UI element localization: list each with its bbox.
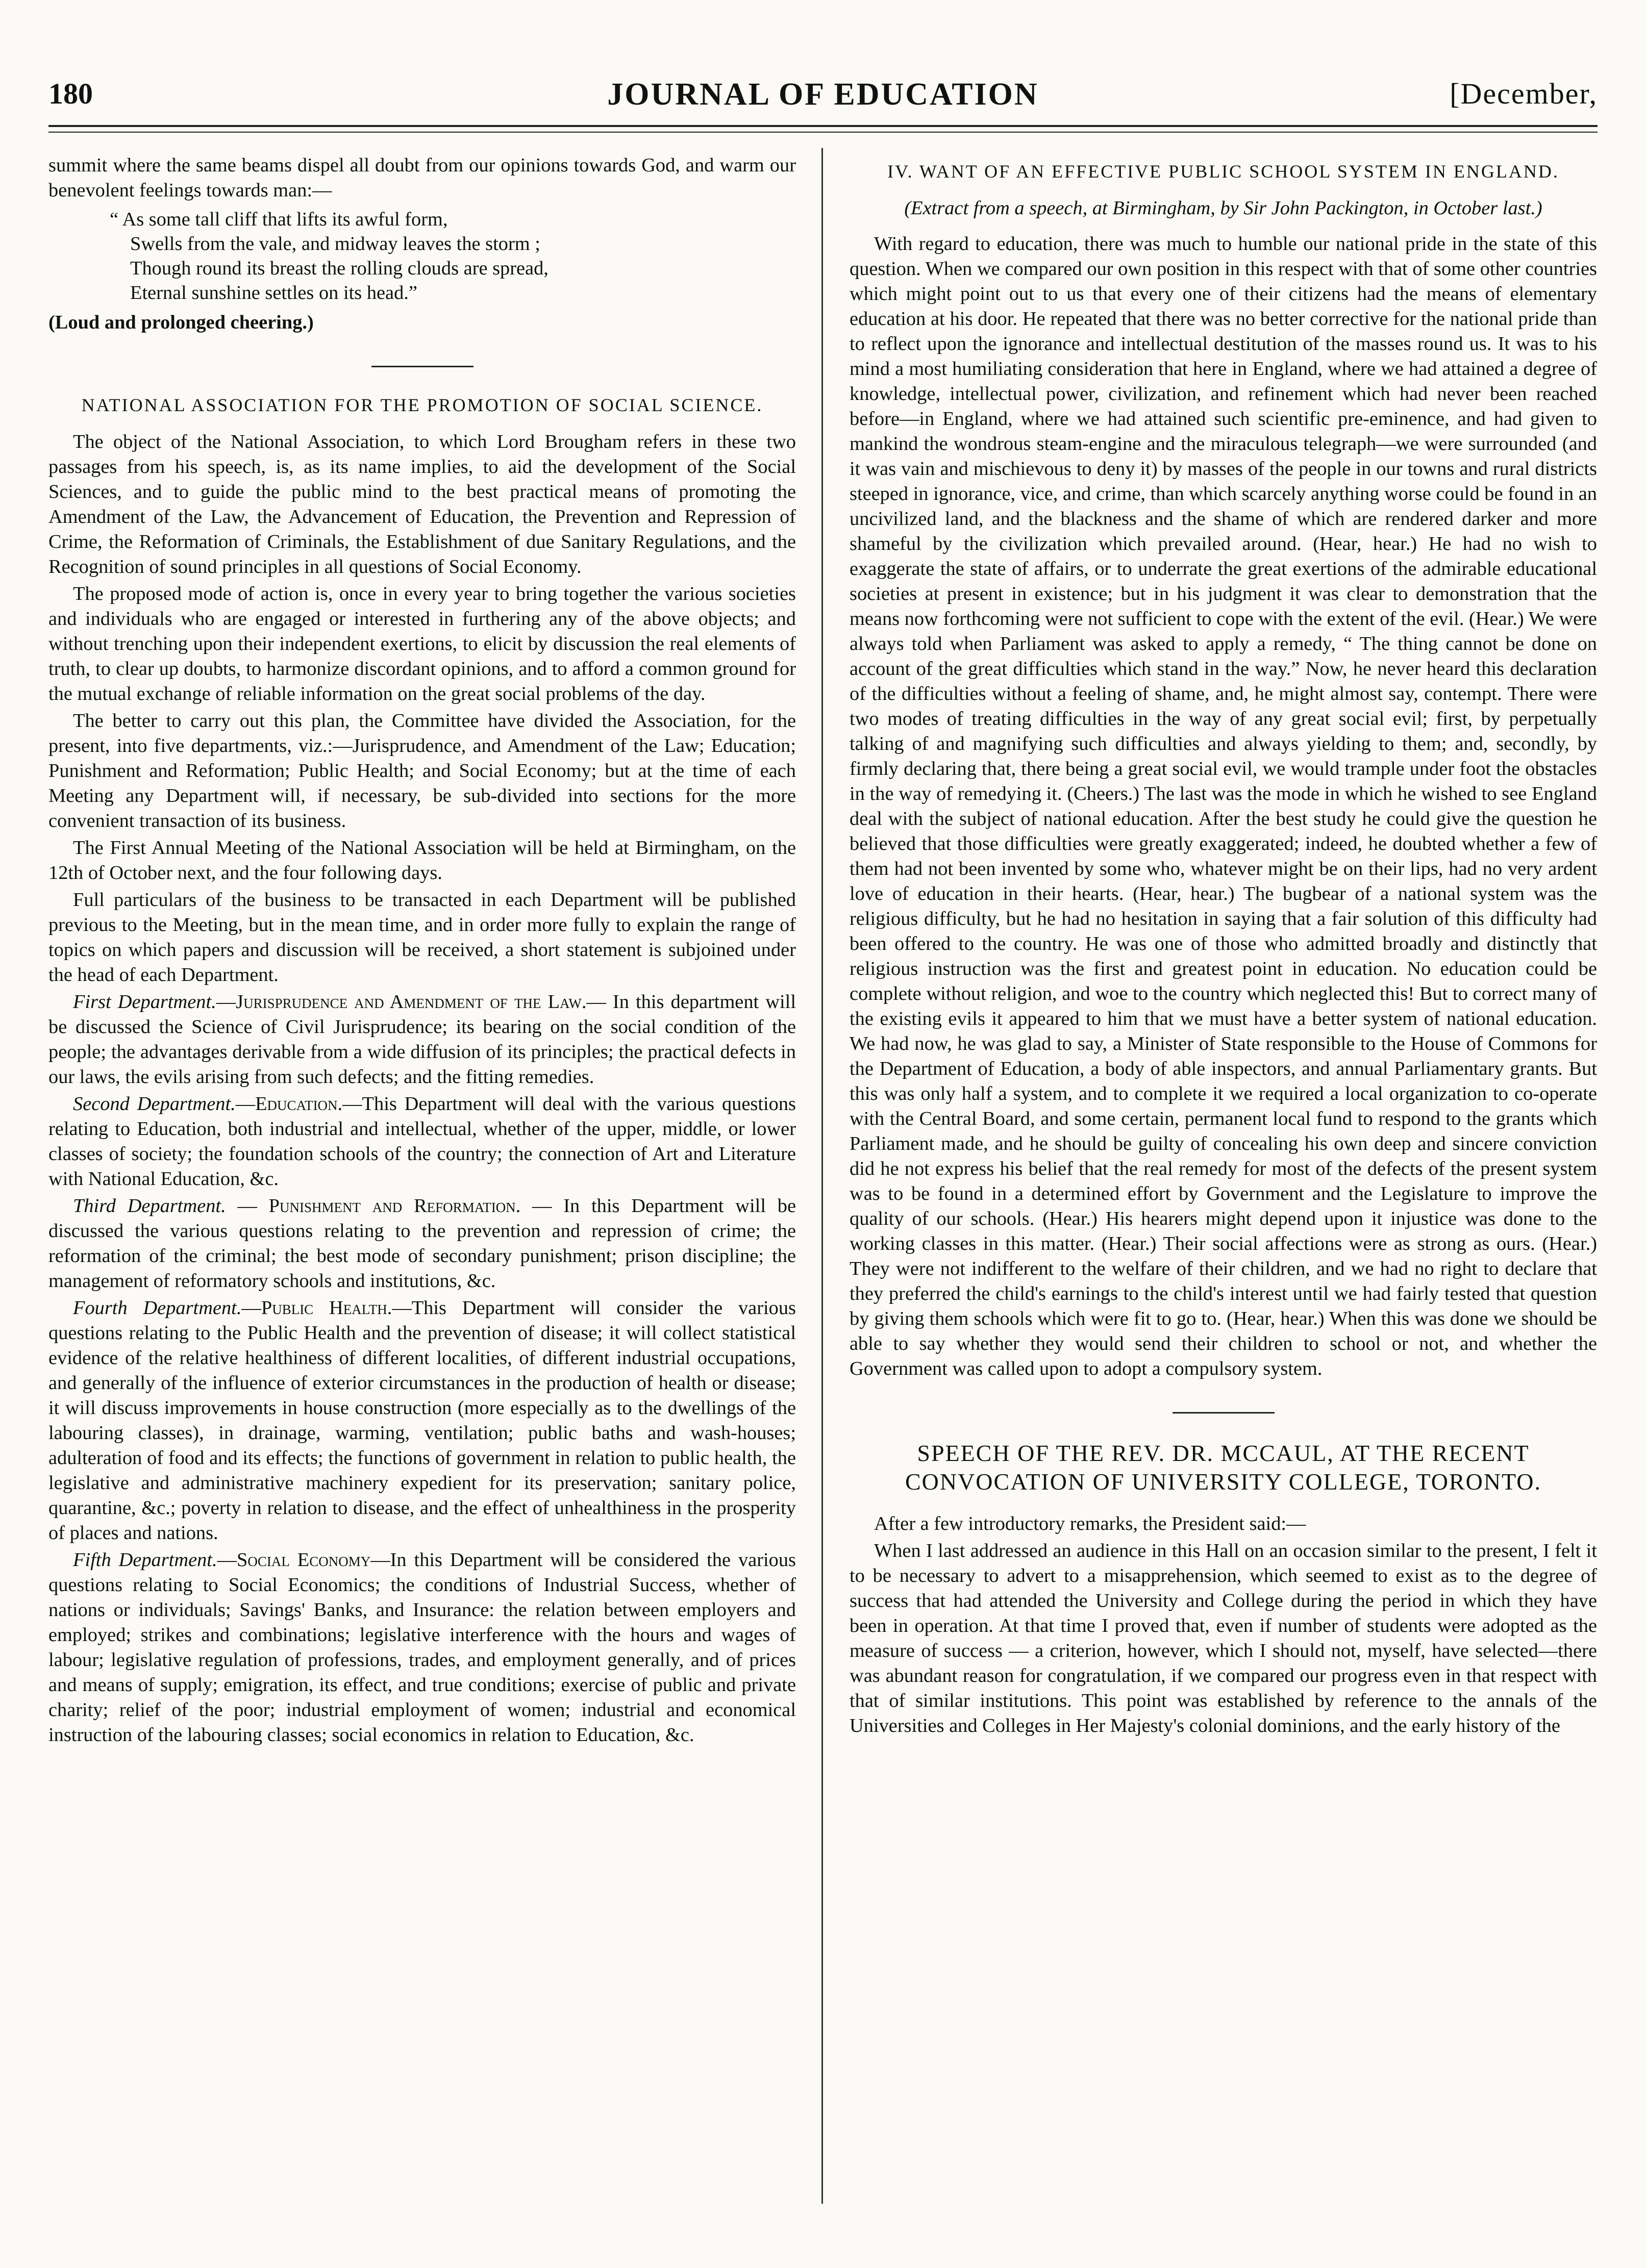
header-month: [December,: [1450, 77, 1598, 110]
department-paragraph: [48, 1296, 796, 1546]
intro-line: After a few introductory remarks, the President said:—: [874, 1513, 1306, 1534]
journal-title: JOURNAL OF EDUCATION: [607, 77, 1039, 112]
page-number: 180: [48, 77, 93, 110]
paragraph: The better to carry out this plan, the Committee have divided the Association, for the present, into five departments, viz.:—Jurisprudence, and Amendment of the Law; Education; Punishment and Reformation; Public Health; and Social Economy; but at the time of each Meeting any Department will, if necessary, be sub-divided into sections for the more convenient transaction of its business.: [48, 710, 796, 831]
department-paragraph: [48, 1194, 796, 1294]
department-text: In this department will be discussed the Science of Civil Jurisprudence; its bearing on the social condition of the people; the advantages derivable from a wide diffusion of its principles; the practical defects in our laws, the evils arising from such defects; and the fitting remedies.: [48, 991, 796, 1088]
cheering-note: (Loud and prolonged cheering.): [48, 312, 314, 333]
intro-paragraph: summit where the same beams dispel all doubt from our opinions towards God, and warm our benevolent feelings towards man:—: [48, 155, 796, 201]
poem-line: Swells from the vale, and midway leaves the storm ;: [130, 233, 540, 255]
section-title: IV. WANT OF AN EFFECTIVE PUBLIC SCHOOL SYSTEM IN ENGLAND.: [887, 161, 1559, 182]
paragraph: The object of the National Association, to which Lord Brougham refers in these two passages from his speech, is, as its name implies, to aid the development of the Social Sciences, and to guide the public mind to the best practical means of promoting the Amendment of the Law, the Advancement of Education, the Prevention and Repression of Crime, the Reformation of Criminals, the Establishment of due Sanitary Regulations, and the Recognition of sound principles in all questions of Social Economy.: [48, 431, 796, 577]
left-column: [48, 153, 796, 1750]
department-text: In this Department will be considered the various questions relating to Social Economics; the conditions of Industrial Success, whether of nations or individuals; Savings' Banks, and Insurance: the relation between employers and employed; strikes and combinations; legislative interference with the hours and wages of labour; legislative regulation of professions, trades, and employment generally, and of prices and means of supply; emigration, its effect, and true conditions; exercise of public and private charity; relief of the poor; industrial employment of women; industrial and economical instruction of the labouring classes; social economics in relation to Education, &c.: [48, 1549, 796, 1746]
speech-paragraph: When I last addressed an audience in this Hall on an occasion similar to the present, I felt it to be necessary to advert to a misapprehension, which seemed to exist as to the degree of success that had attended the University and College during the period in which they have been in operation. At that time I proved that, even if number of students were adopted as the measure of success — a criterion, however, which I should not, myself, have selected—there was abundant reason for congratulation, if we compared our progress even in that respect with that of similar institutions. This point was established by reference to the annals of the Universities and Colleges in Her Majesty's colonial dominions, and the early history of the: [850, 1540, 1597, 1736]
department-label: Fourth Department.: [73, 1297, 242, 1319]
department-text: This Department will consider the various questions relating to the Public Health and the prevention of disease; it will collect statistical evidence of the relative healthiness of different localities, of different industrial occupations, and generally of the influence of exterior circumstances in the production of health or disease; it will discuss improvements in house construction (more especially as to the dwellings of the labouring classes), in drainage, warming, ventilation; public baths and wash-houses; adulteration of food and its effects; the functions of government in relation to public health, the legislative and administrative machinery expedient for its preservation; sanitary police, quarantine, &c.; poverty in relation to disease, and the effect of unhealthiness in the prosperity of places and nations.: [48, 1297, 796, 1544]
header-rule-thin: [48, 132, 1598, 133]
department-name: —Public Health.—: [241, 1297, 412, 1319]
paragraph: Full particulars of the business to be transacted in each Department will be published previous to the Meeting, but in the mean time, and in order more fully to explain the range of topics on which papers and discussion will be received, a short statement is subjoined under the head of each Department.: [48, 889, 796, 986]
speech-paragraph: With regard to education, there was much to humble our national pride in the state of this question. When we compared our own position in this respect with that of some other countries which might point out to us that every one of their citizens had the means of elementary education at his door. He repeated that there was no better corrective for the national pride than to reflect upon the ignorance and intellectual destitution of the masses round us. It was to his mind a most humiliating consideration that here in England, where we had attained a degree of knowledge, intellectual power, civilization, and refinement which had never been reached before—in England, where we had attained such scientific pre-eminence, and had given to mankind the wondrous steam-engine and the miraculous telegraph—we were surrounded (and it was vain and mischievous to deny it) by masses of the people in our towns and rural districts steeped in ignorance, vice, and crime, than which scarcely anything worse could be found in an uncivilized land, and the blackness and the shame of which are rendered darker and more shameful by the civilization which prevailed around. (Hear, hear.) He had no wish to exaggerate the state of affairs, or to underrate the great exertions of the admirable educational societies at present in existence; but in his judgment it was clear to demonstration that the means now forthcoming were not sufficient to cope with the extent of the evil. (Hear.) We were always told when Parliament was asked to apply a remedy, “ The thing cannot be done on account of the great difficulties which stand in the way.” Now, he never heard this declaration of the difficulties without a feeling of shame, and, he might almost say, contempt. There were two modes of treating difficulties in the way of any great social evil; first, by perpetually talking of and magnifying such difficulties and always yielding to them; and, secondly, by firmly declaring that, there being a great social evil, we would trample under foot the obstacles in the way of remedying it. (Cheers.) The last was the mode in which he wished to see England deal with the subject of national education. After the best study he could give the question he believed that those difficulties were greatly exaggerated; indeed, he doubted whether a few of them had not been invented by some who, whatever might be on their lips, had no very ardent love of education in their hearts. (Hear, hear.) The bugbear of a national system was the religious difficulty, but he had no hesitation in saying that a fair solution of this difficulty had been offered to the country. He was one of those who admitted broadly and distinctly that religious instruction was the first and greatest point in education. No education could be complete without religion, and woe to the country which neglected this! But to correct many of the existing evils it appeared to him that we must have a better system of national education. We had now, he was glad to say, a Minister of State responsible to the House of Commons for the Department of Education, a body of able inspectors, and annual Parliamentary grants. But this was only half a system, and to complete it we required a local organization to co-operate with the Central Board, and some certain, permanent local fund to respond to the grants which Parliament made, and he should be guilty of concealing his own deep and sincere conviction did he not express his belief that the real remedy for most of the defects of the present system was to be found in a determined effort by Government and the Legislature to improve the quality of our schools. (Hear.) His hearers might depend upon it injustice was done to the working classes in this matter. (Hear.) Their social affections were as strong as ours. (Hear.) They were not indifferent to the welfare of their children, and we had no right to declare that they preferred the child's earnings to the child's interest until we had fairly tested that question by giving them schools which were fit to go to. (Hear, hear.) When this was done we should be able to say whether they would send their children to school or not, and whether the Government was called upon to adopt a compulsory system.: [850, 233, 1597, 1379]
running-header: [48, 77, 1598, 122]
department-paragraph: [48, 1548, 796, 1748]
department-text: This Department will deal with the various questions relating to Education, both industrial and intellectual, whether of the upper, middle, or lower classes of society; the foundation schools of the country; the connection of Art and Literature with National Education, &c.: [48, 1093, 796, 1190]
paragraph: The First Annual Meeting of the National Association will be held at Birmingham, on the 12th of October next, and the four following days.: [48, 837, 796, 884]
department-paragraph: [48, 990, 796, 1090]
department-label: Fifth Department.: [73, 1549, 217, 1571]
department-name: —Social Economy—: [217, 1549, 390, 1571]
department-paragraph: [48, 1092, 796, 1192]
department-text: In this Department will be discussed the various questions relating to the prevention and repression of crime; the reformation of the criminal; the best mode of secondary punishment; prison discipline; the management of reformatory schools and institutions, &c.: [48, 1195, 796, 1292]
section-divider: [371, 366, 473, 367]
section-divider: [1173, 1412, 1275, 1414]
department-label: Third Department.: [73, 1195, 226, 1217]
poem-line: Eternal sunshine settles on its head.”: [130, 282, 417, 304]
poem-line: “ As some tall cliff that lifts its awful form,: [110, 209, 448, 230]
department-label: Second Department.: [73, 1093, 236, 1115]
poem-line: Though round its breast the rolling clouds are spread,: [130, 258, 548, 279]
department-label: First Department.: [73, 991, 216, 1013]
right-column: [850, 153, 1597, 1741]
header-rule: [48, 125, 1598, 127]
extract-note: (Extract from a speech, at Birmingham, by Sir John Packington, in October last.): [904, 197, 1542, 219]
speech-title: SPEECH OF THE REV. DR. MCCAUL, AT THE RECENT CONVOCATION OF UNIVERSITY COLLEGE, TORONTO.: [905, 1440, 1542, 1495]
column-divider: [821, 148, 823, 2204]
poem: [110, 207, 796, 305]
department-name: —Education.—: [235, 1093, 362, 1115]
paragraph: The proposed mode of action is, once in every year to bring together the various societies and individuals who are engaged or interested in furthering any of the above objects; and without trenching upon their independent exertions, to elicit by discussion the real elements of truth, to clear up doubts, to harmonize discordant opinions, and to afford a common ground for the mutual exchange of reliable information on the great social problems of the day.: [48, 583, 796, 704]
department-name: —Jurisprudence and Amendment of the Law.—: [216, 991, 606, 1013]
department-name: — Punishment and Reformation. —: [226, 1195, 552, 1217]
section-title: NATIONAL ASSOCIATION FOR THE PROMOTION OF SOCIAL SCIENCE.: [81, 395, 763, 415]
